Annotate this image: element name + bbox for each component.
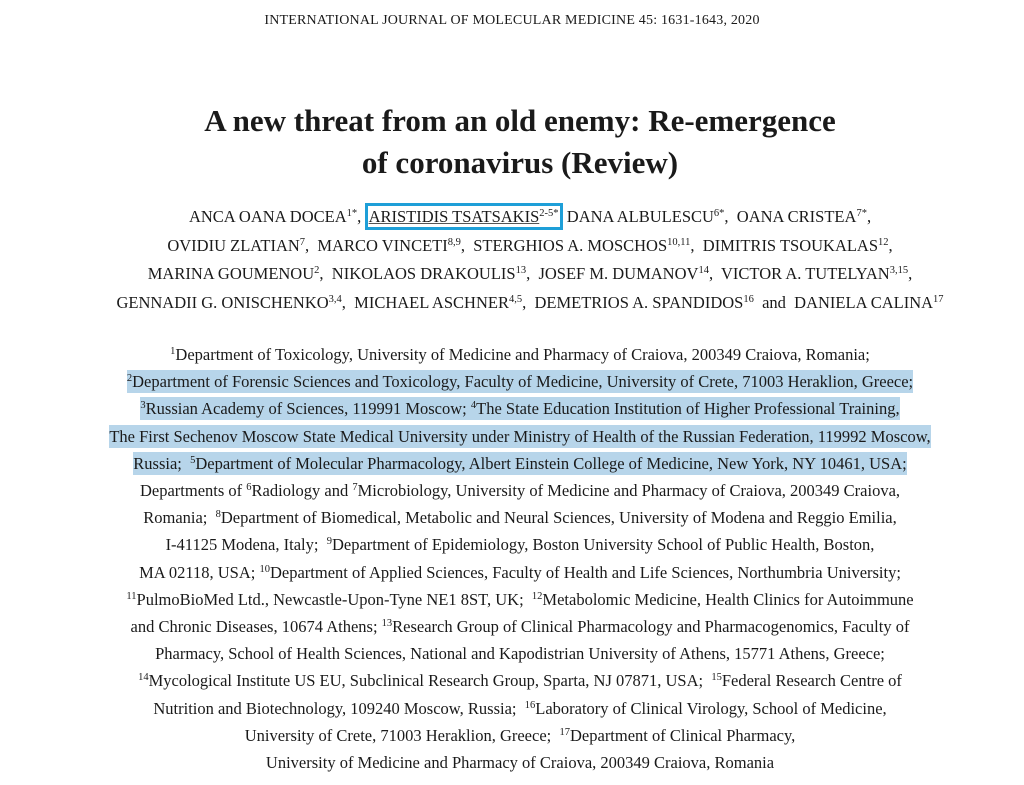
author: MARCO VINCETI$^{8,9}$ — [317, 235, 461, 255]
author-selected[interactable]: ARISTIDIS $TSATSAKIS^{2-5*}$ — [368, 207, 559, 226]
affiliation-line-highlighted[interactable]: $^3$Russian Academy of Sciences, 119991 Moscow; $^4$The State Education Institution of Higher Professional Training, — [140, 399, 900, 419]
and-word: and — [762, 292, 786, 312]
author: OANA $CRISTEA^{7*}$ — [736, 207, 867, 226]
affiliation-line: University of Medicine and Pharmacy of Craiova, 200349 Craiova, Romania — [265, 753, 775, 773]
affiliation-line-highlighted[interactable]: The First Sechenov Moscow State Medical University under Ministry of Health of the Russian Federation, 119992 Moscow, — [109, 426, 931, 446]
author: NIKOLAOS DRAKOULIS$^{13}$ — [331, 264, 527, 283]
affiliation-line: Romania; $^8$Department of Biomedical, Metabolic and Neural Sciences, University of Modena and Reggio Emilia, — [143, 508, 897, 528]
author: MARINA GOUMENOU$^2$ — [147, 264, 320, 283]
author-line: ANCA OANA $DOCEA^{1*}$, ARISTIDIS $TSATSAKIS^{2-5*}$ DANA $ALBULESCU^{6*}$, OANA $CRISTEA^{7*}$, — [188, 207, 872, 226]
author-line: MARINA GOUMENOU$^2$, NIKOLAOS DRAKOULIS$^{13}$, JOSEF M. DUMANOV$^{14}$, VICTOR A. TUTELYAN$^{3,15}$, — [147, 264, 913, 283]
author-list — [0, 203, 1024, 317]
author-line: OVIDIU ZLATIAN$^7$, MARCO VINCETI$^{8,9}$, STERGHIOS A. MOSCHOS$^{10,11}$, DIMITRIS TSOUKALAS$^{12}$, — [167, 235, 893, 255]
author: DEMETRIOS A. SPANDIDOS$^{16}$ — [534, 292, 754, 312]
title-line-1: A new threat from an old enemy: Re-emergence — [204, 103, 836, 138]
author: GENNADII G. ONISCHENKO$^{3,4}$ — [116, 292, 342, 312]
affiliation-line: and Chronic Diseases, 10674 Athens; $^{13}$Research Group of Clinical Pharmacology and Pharmacogenomics, Faculty of — [130, 617, 910, 637]
author: ANCA OANA $DOCEA^{1*}$ — [188, 207, 358, 226]
author: MICHAEL ASCHNER$^{4,5}$ — [354, 292, 523, 312]
author: STERGHIOS A. MOSCHOS$^{10,11}$ — [473, 235, 691, 255]
affiliation-line: I-41125 Modena, Italy; $^9$Department of Epidemiology, Boston University School of Public Health, Boston, — [165, 535, 875, 555]
author: OVIDIU ZLATIAN$^7$ — [167, 235, 306, 255]
affiliation-line: Departments of $^6$Radiology and $^7$Microbiology, University of Medicine and Pharmacy of Craiova, 200349 Craiova, — [139, 481, 901, 501]
affiliation-line: $^1$Department of Toxicology, University of Medicine and Pharmacy of Craiova, 200349 Craiova, Romania; — [170, 345, 870, 364]
title-line-2: of coronavirus (Review) — [361, 145, 679, 180]
author: VICTOR A. TUTELYAN$^{3,15}$ — [721, 264, 909, 283]
author: DANA $ALBULESCU^{6*}$ — [566, 207, 725, 226]
affiliation-line: Pharmacy, School of Health Sciences, National and Kapodistrian University of Athens, 15771 Athens, Greece; — [155, 644, 885, 664]
author-line: GENNADII G. ONISCHENKO$^{3,4}$, MICHAEL ASCHNER$^{4,5}$, DEMETRIOS A. SPANDIDOS$^{16}$ and DANIELA CALINA$^{17}$ — [116, 292, 944, 312]
affiliation-line-highlighted[interactable]: $^2$Department of Forensic Sciences and Toxicology, Faculty of Medicine, University of Crete, 71003 Heraklion, Greece; — [126, 372, 914, 392]
affiliation-line: MA 02118, USA; $^{10}$Department of Applied Sciences, Faculty of Health and Life Sciences, Northumbria University; — [139, 562, 901, 582]
affiliation-line: $^{11}$PulmoBioMed Ltd., Newcastle-Upon-Tyne NE1 8ST, UK; $^{12}$Metabolomic Medicine, Health Clinics for Autoimmune — [126, 589, 914, 609]
affiliation-line: Nutrition and Biotechnology, 109240 Moscow, Russia; $^{16}$Laboratory of Clinical Virology, School of Medicine, — [153, 698, 887, 718]
affiliation-line: University of Crete, 71003 Heraklion, Greece; $^{17}$Department of Clinical Pharmacy, — [244, 725, 796, 745]
author: DIMITRIS TSOUKALAS$^{12}$ — [702, 235, 889, 255]
author: JOSEF M. DUMANOV$^{14}$ — [538, 264, 709, 283]
affiliation-line-highlighted[interactable]: Russia; $^5$Department of Molecular Pharmacology, Albert Einstein College of Medicine, New York, NY 10461, USA; — [133, 453, 907, 473]
journal-header: INTERNATIONAL JOURNAL OF MOLECULAR MEDICINE 45: 1631-1643, 2020 — [264, 13, 760, 28]
author: DANIELA CALINA$^{17}$ — [794, 292, 944, 312]
paper-title — [0, 100, 1024, 184]
affiliation-line: $^{14}$Mycological Institute US EU, Subclinical Research Group, Sparta, NJ 07871, USA; $^{15}$Federal Research Centre of — [138, 671, 902, 691]
affiliation-list — [0, 341, 1024, 776]
